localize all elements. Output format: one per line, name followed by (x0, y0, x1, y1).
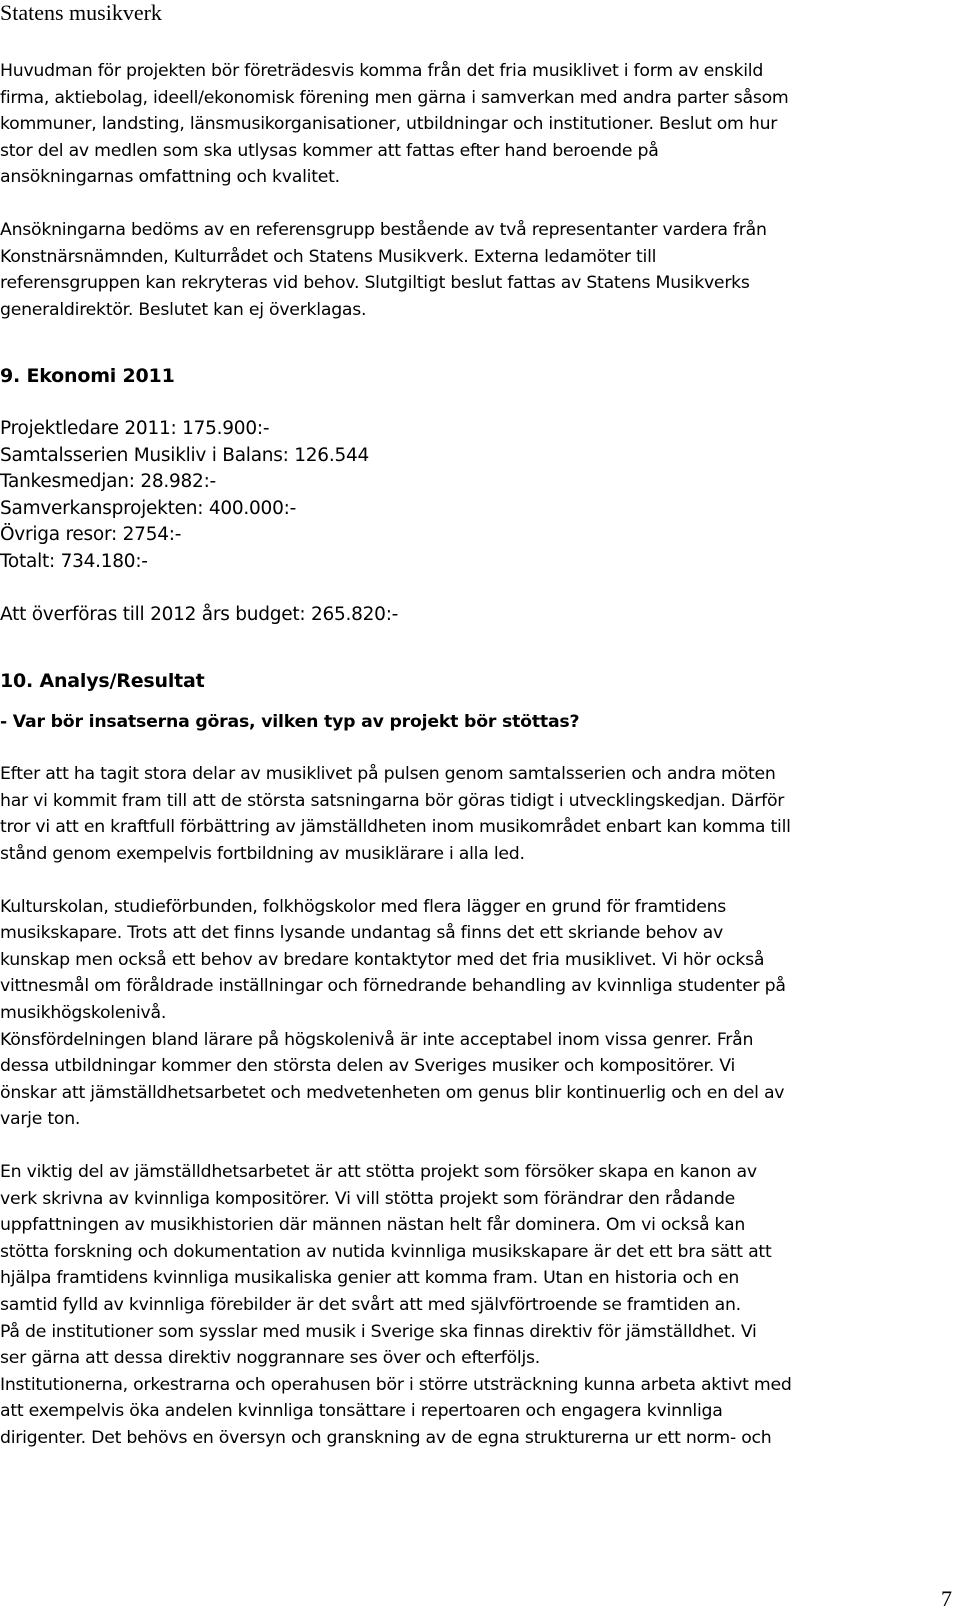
section-question: - Var bör insatserna göras, vilken typ av projekt bör stöttas? (0, 711, 580, 732)
budget-transfer-line: Att överföras till 2012 års budget: 265.820:- (0, 603, 399, 625)
paragraph-efter-att: Efter att ha tagit stora delar av musiklivet på pulsen genom samtalsserien och andra möten har vi kommit fram till att de största satsningarna bör göras tidigt i utvecklingskedjan. Därför tror vi att en kraftfull förbättring av jämställdheten inom musikområdet enbart kan komma till stånd genom exempelvis fortbildning av musiklärare i alla led. (0, 764, 791, 865)
economy-item: Samverkansprojekten: 400.000:- (0, 497, 297, 519)
economy-item: Projektledare 2011: 175.900:- (0, 417, 270, 439)
paragraph-kulturskolan: Kulturskolan, studieförbunden, folkhögskolor med flera lägger en grund för framtidens musikskapare. Trots att det finns lysande undantag så finns det ett skriande behov av kunskap men också ett behov av bredare kontaktytor med det fria musiklivet. Vi hör också vittnesmål om föråldrade inställningar och förnedrande behandling av kvinnliga studenter på musikhögskolenivå. (0, 896, 786, 1024)
document-header: Statens musikverk (0, 0, 162, 25)
economy-item: Övriga resor: 2754:- (0, 524, 182, 546)
paragraph-institutioner-direktiv: På de institutioner som sysslar med musik i Sverige ska finnas direktiv för jämställdhet. Vi ser gärna att dessa direktiv noggrannare ses över och efterföljs. (0, 1321, 757, 1369)
section-heading-ekonomi: 9. Ekonomi 2011 (0, 365, 175, 388)
section-heading-analys: 10. Analys/Resultat (0, 670, 205, 693)
paragraph-institutionerna: Institutionerna, orkestrarna och operahusen bör i större utsträckning kunna arbeta aktivt med att exempelvis öka andelen kvinnliga tonsättare i repertoaren och engagera kvinnliga dirigenter. Det behövs en översyn och granskning av de egna strukturerna ur ett norm- och (0, 1374, 792, 1448)
economy-list (0, 416, 950, 576)
page-number: 7 (941, 1586, 952, 1611)
economy-item: Samtalsserien Musikliv i Balans: 126.544 (0, 444, 370, 466)
economy-item: Totalt: 734.180:- (0, 550, 148, 572)
paragraph-ansokningarna: Ansökningarna bedöms av en referensgrupp bestående av två representanter vardera från Konstnärsnämnden, Kulturrådet och Statens Musikverk. Externa ledamöter till referensgruppen kan rekryteras vid behov. Slutgiltigt beslut fattas av Statens Musikverks generaldirektör. Beslutet kan ej överklagas. (0, 219, 767, 320)
paragraph-huvudman: Huvudman för projekten bör företrädesvis komma från det fria musiklivet i form av enskild firma, aktiebolag, ideell/ekonomisk förening men gärna i samverkan med andra parter såsom kommuner, landsting, länsmusikorganisationer, utbildningar och institutioner. Beslut om hur stor del av medlen som ska utlysas kommer att fattas efter hand beroende på ansökningarnas omfattning och kvalitet. (0, 61, 789, 188)
economy-item: Tankesmedjan: 28.982:- (0, 471, 216, 493)
document-body (0, 58, 950, 1452)
paragraph-konsfordelningen: Könsfördelningen bland lärare på högskolenivå är inte acceptabel inom vissa genrer. Från dessa utbildningar kommer den största delen av Sveriges musiker och kompositörer. Vi önskar att jämställdhetsarbetet och medvetenheten om genus blir kontinuerlig och en del av varje ton. (0, 1029, 785, 1130)
paragraph-viktig-del: En viktig del av jämställdhetsarbetet är att stötta projekt som försöker skapa en kanon av verk skrivna av kvinnliga kompositörer. Vi vill stötta projekt som förändrar den rådande uppfattningen av musikhistorien där männen nästan helt får dominera. Om vi också kan stötta forskning och dokumentation av nutida kvinnliga musikskapare är det ett bra sätt att hjälpa framtidens kvinnliga musikaliska genier att komma fram. Utan en historia och en samtid fylld av kvinnliga förebilder är det svårt att med självförtroende se framtiden an. (0, 1162, 772, 1315)
